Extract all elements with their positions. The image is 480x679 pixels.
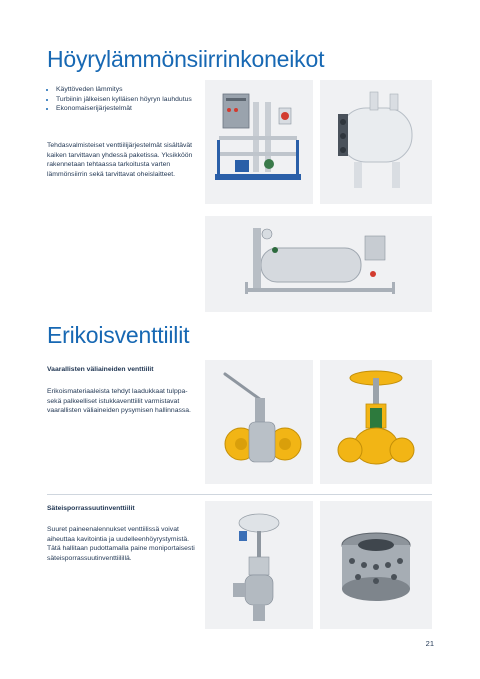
list-item: • Turbiinin jälkeisen kylläisen höyryn lauhdutus (56, 95, 196, 105)
section1-paragraph: Tehdasvalmisteiset venttiilijärjestelmät sisältävät kaiken tarvittavan yhdessä paketissa. Yksikköön rakennetaan tehtaassa tarkoitusta varten lämmönsiirrin sekä tarvittavat oheislaitteet. (47, 142, 193, 178)
plug-valve-image (205, 360, 313, 484)
section-title-special-valves: Erikoisventtiilit (47, 322, 190, 348)
skid-unit-image (205, 80, 313, 204)
condensate-skid-image (205, 216, 432, 312)
list-item: • Käyttöveden lämmitys (56, 85, 196, 95)
subheading-radial-stage-nozzle-valves: Säteisporrassuutinventtiilit (47, 505, 135, 512)
list-item: • Ekonomaiserijärjestelmät (56, 104, 196, 114)
control-valve-image (205, 501, 313, 629)
sub1-paragraph: Erikoismateriaaleista tehdyt laadukkaat tulppa- sekä palkeelliset istukkaventtiilit varmistavat vaarallisten väliaineiden pysymisen hallinnassa. (47, 388, 191, 415)
subheading-hazardous-media-valves: Vaarallisten väliaineiden venttiilit (47, 366, 154, 373)
page-number: 21 (425, 639, 434, 648)
section-title-heat-exchanger-units: Höyrylämmönsiirrinkoneikot (47, 46, 325, 72)
nozzle-cage-image (320, 501, 432, 629)
heat-exchanger-image (320, 80, 432, 204)
sub2-paragraph: Suuret paineenalennukset venttiilissä voivat aiheuttaa kavitointia ja uudelleenhöyrystymistä. Tätä hallitaan pudottamalla paine moniportaisesti säteisporrassuutinventtiilillä. (47, 526, 195, 562)
section-divider (47, 494, 432, 495)
globe-valve-image (320, 360, 432, 484)
feature-list (47, 85, 196, 114)
